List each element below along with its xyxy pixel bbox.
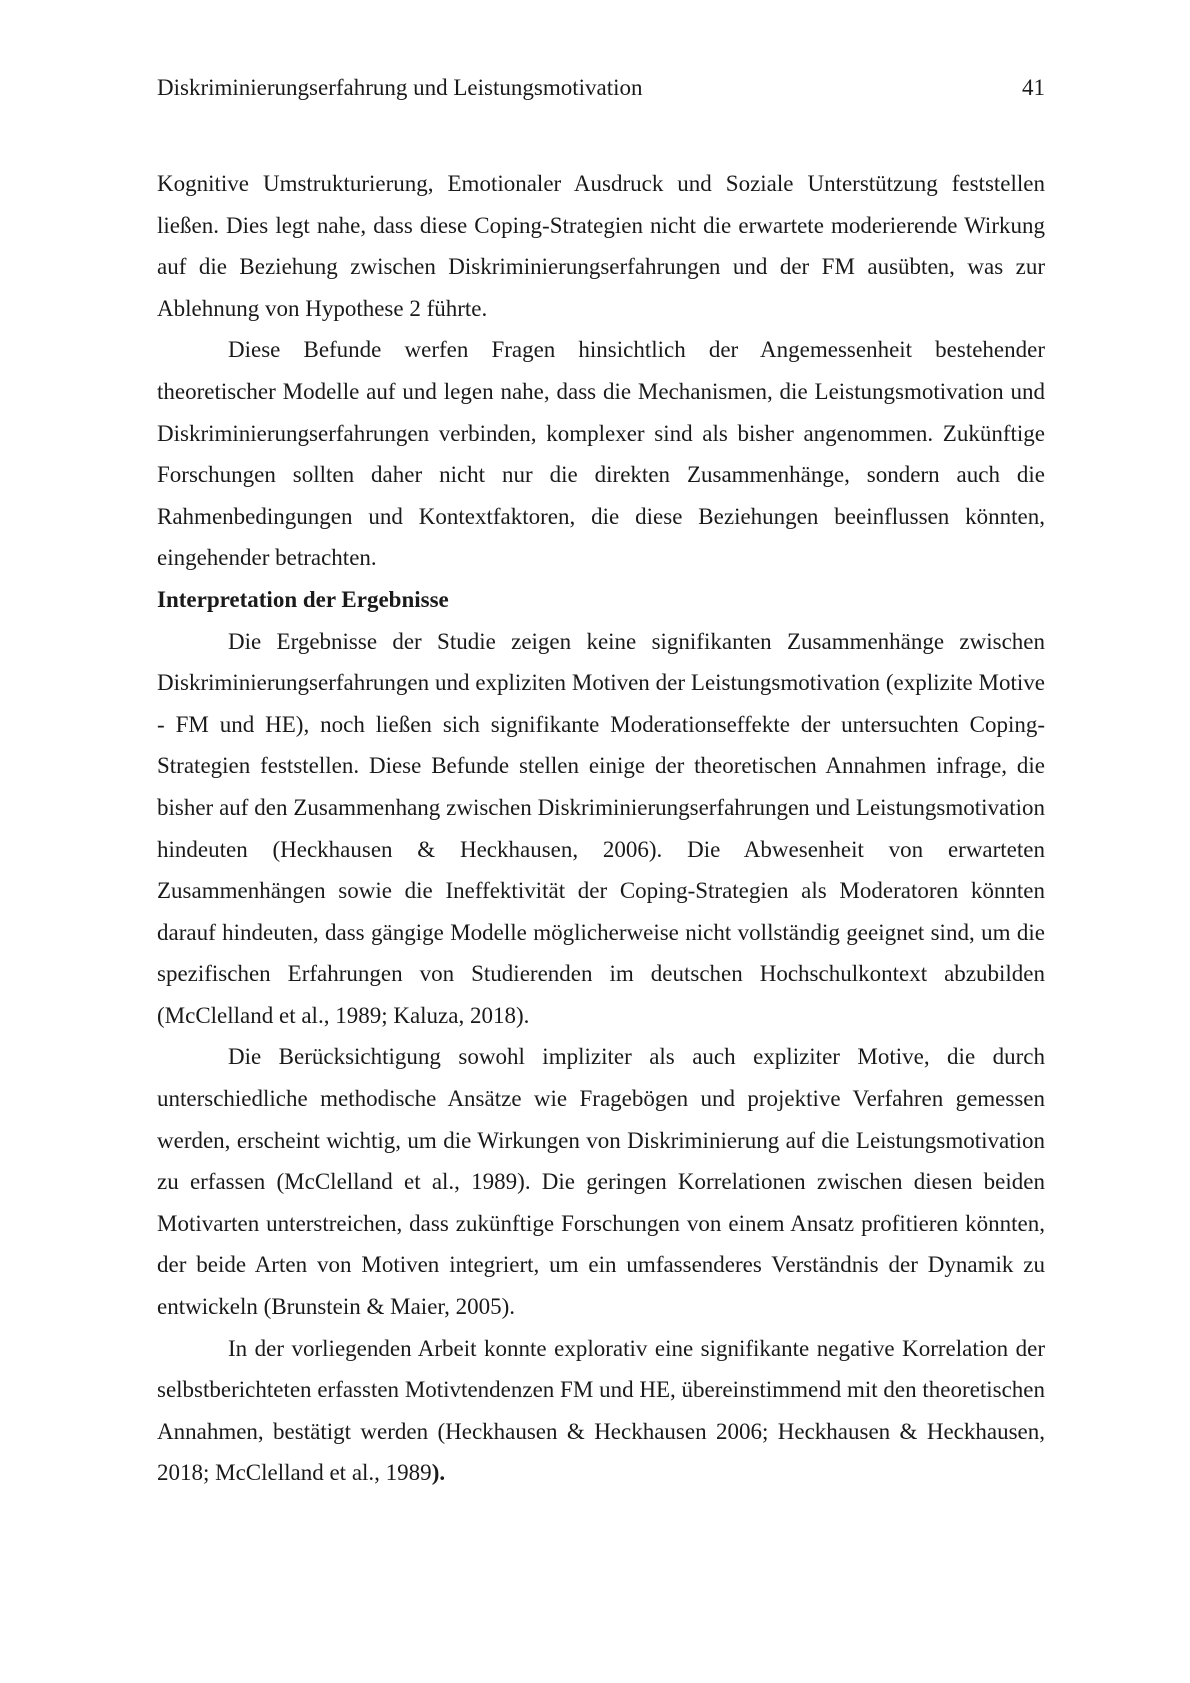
paragraph-last bbox=[157, 1328, 1045, 1494]
paragraph-continued: Kognitive Umstrukturierung, Emotionaler Ausdruck und Soziale Unterstützung feststellen ließen. Dies legt nahe, dass diese Coping-Strategien nicht die erwartete moderierende Wirkung auf die Beziehung zwischen Diskriminierungserfahrungen und der FM ausübten, was zur Ablehnung von Hypothese 2 führte. bbox=[157, 171, 1045, 321]
running-title: Diskriminierungserfahrung und Leistungsmotivation bbox=[157, 75, 643, 100]
body-text bbox=[157, 163, 1045, 1494]
paragraph-text: In der vorliegenden Arbeit konnte explorativ eine signifikante negative Korrelation der selbstberichteten erfassten Motivtendenzen FM und HE, übereinstimmend mit den theoretischen Annahmen, bestätigt werden (Heckhausen & Heckhausen 2006; Heckhausen & Heckhausen, 2018; McClelland et al., 1989 bbox=[157, 1335, 1045, 1486]
page-number: 41 bbox=[1022, 75, 1045, 100]
paragraph: Diese Befunde werfen Fragen hinsichtlich der Angemessenheit bestehender theoretischer Modelle auf und legen nahe, dass die Mechanismen, die Leistungsmotivation und Diskriminierungserfahrungen verbinden, komplexer sind als bisher angenommen. Zukünftige Forschungen sollten daher nicht nur die direkten Zusammenhänge, sondern auch die Rahmenbedingungen und Kontextfaktoren, die diese Beziehungen beeinflussen könnten, eingehender betrachten. bbox=[157, 337, 1045, 571]
section-heading: Interpretation der Ergebnisse bbox=[157, 586, 449, 612]
closing-punctuation: ). bbox=[431, 1460, 446, 1486]
paragraph: Die Ergebnisse der Studie zeigen keine signifikanten Zusammenhänge zwischen Diskriminierungserfahrungen und expliziten Motiven der Leistungsmotivation (explizite Motive - FM und HE), noch ließen sich signifikante Moderationseffekte der untersuchten Coping-Strategien feststellen. Diese Befunde stellen einige der theoretischen Annahmen infrage, die bisher auf den Zusammenhang zwischen Diskriminierungserfahrungen und Leistungsmotivation hindeuten (Heckhausen & Heckhausen, 2006). Die Abwesenheit von erwarteten Zusammenhängen sowie die Ineffektivität der Coping-Strategien als Moderatoren könnten darauf hindeuten, dass gängige Modelle möglicherweise nicht vollständig geeignet sind, um die spezifischen Erfahrungen von Studierenden im deutschen Hochschulkontext abzubilden (McClelland et al., 1989; Kaluza, 2018). bbox=[157, 628, 1045, 1028]
running-head bbox=[157, 73, 1045, 103]
paragraph: Die Berücksichtigung sowohl impliziter als auch expliziter Motive, die durch unterschiedliche methodische Ansätze wie Fragebögen und projektive Verfahren gemessen werden, erscheint wichtig, um die Wirkungen von Diskriminierung auf die Leistungsmotivation zu erfassen (McClelland et al., 1989). Die geringen Korrelationen zwischen diesen beiden Motivarten unterstreichen, dass zukünftige Forschungen von einem Ansatz profitieren könnten, der beide Arten von Motiven integriert, um ein umfassenderes Verständnis der Dynamik zu entwickeln (Brunstein & Maier, 2005). bbox=[157, 1044, 1045, 1320]
